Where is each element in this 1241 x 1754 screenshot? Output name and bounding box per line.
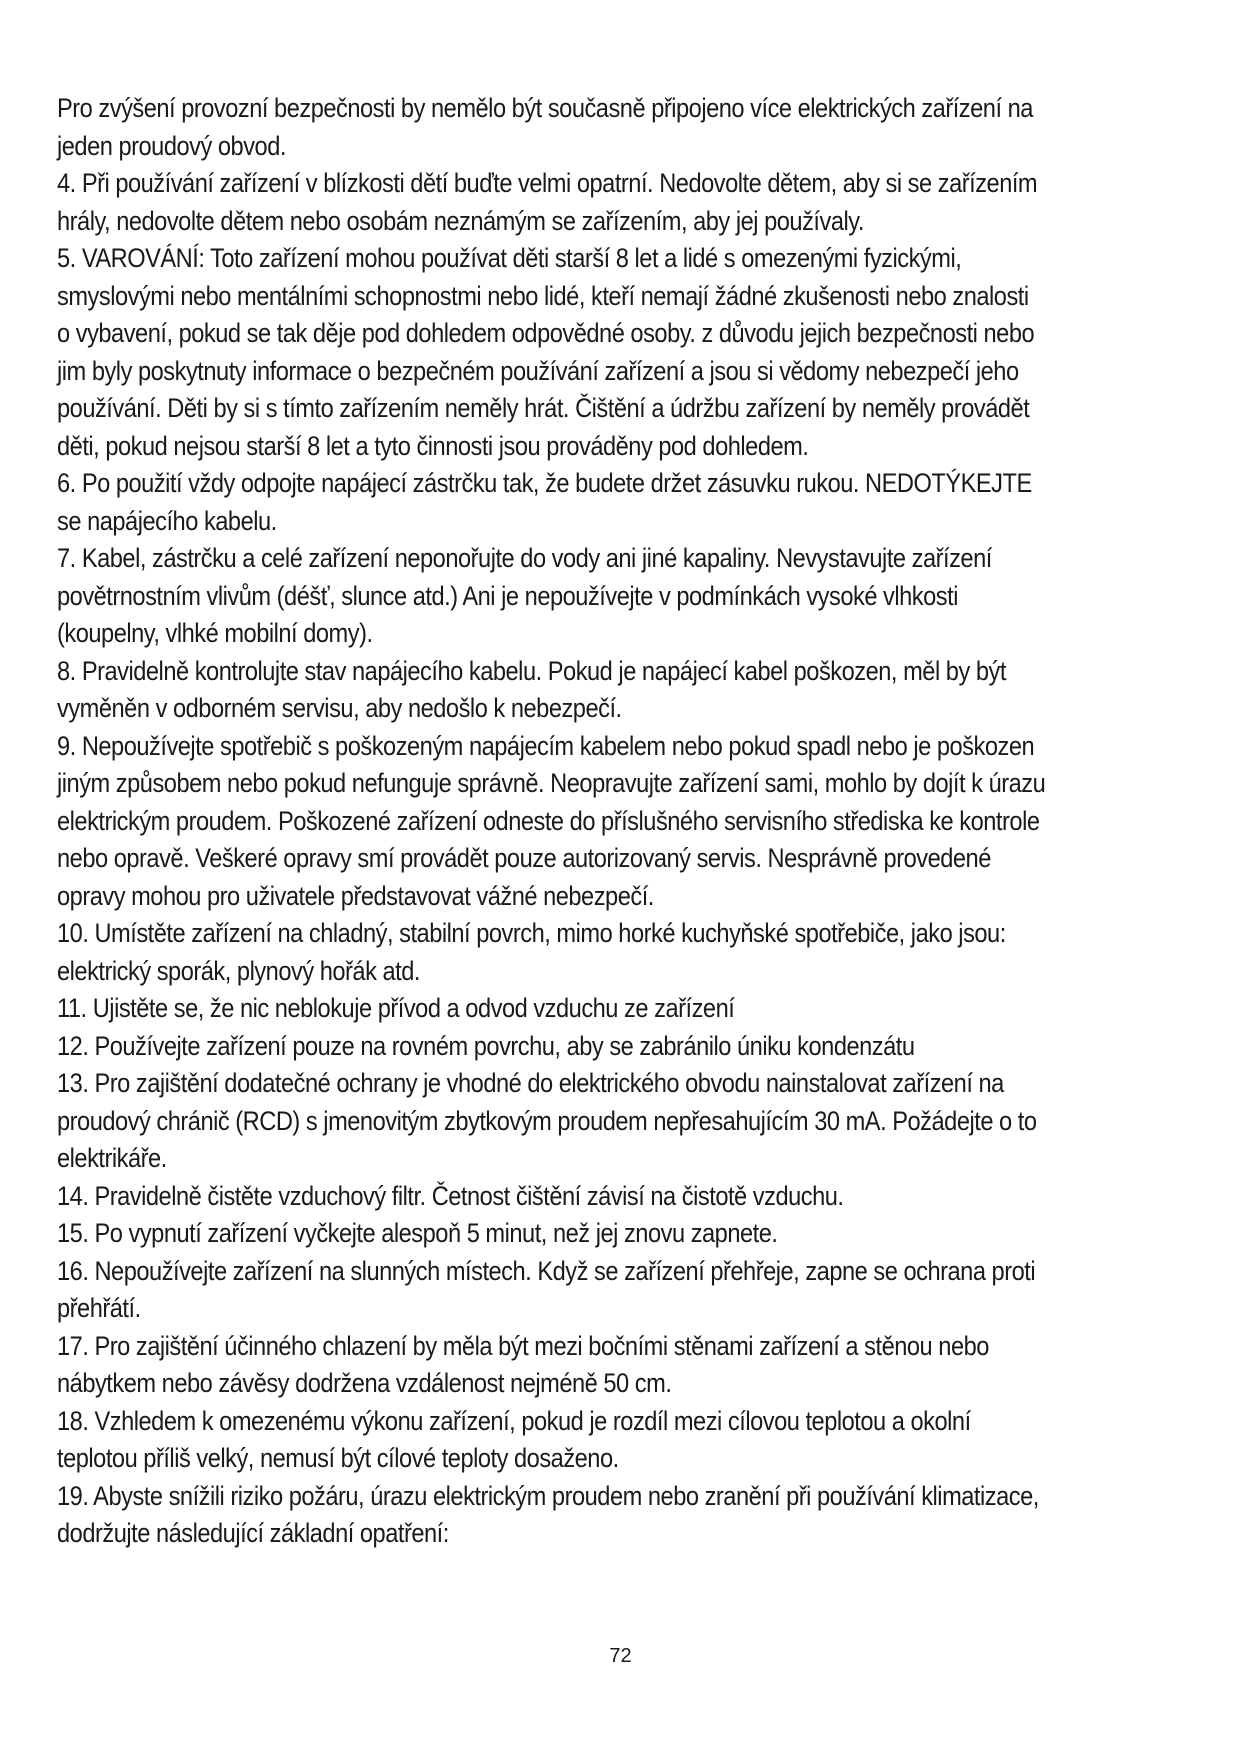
paragraph-item-15: 15. Po vypnutí zařízení vyčkejte alespoň 5 minut, než jej znovu zapnete. bbox=[57, 1218, 778, 1248]
paragraph-item-9: 9. Nepoužívejte spotřebič s poškozeným napájecím kabelem nebo pokud spadl nebo je poškozen jiným způsobem nebo pokud nefunguje správně. Neopravujte zařízení sami, mohlo by dojít k úrazu elektrickým proudem. Poškozené zařízení odneste do příslušného servisního střediska ke kontrole nebo opravě. Veškeré opravy smí provádět pouze autorizovaný servis. Nesprávně provedené opravy mohou pro uživatele představovat vážné nebezpečí. bbox=[57, 730, 1046, 911]
paragraph-item-12: 12. Používejte zařízení pouze na rovném povrchu, aby se zabránilo úniku kondenzátu bbox=[57, 1030, 915, 1061]
paragraph-item-8: 8. Pravidelně kontrolujte stav napájecího kabelu. Pokud je napájecí kabel poškozen, měl by být vyměněn v odborném servisu, aby nedošlo k nebezpečí. bbox=[57, 655, 1006, 723]
paragraph-item-6: 6. Po použití vždy odpojte napájecí zástrčku tak, že budete držet zásuvku rukou. NEDOTÝKEJTE se napájecího kabelu. bbox=[57, 468, 1032, 536]
paragraph-item-14: 14. Pravidelně čistěte vzduchový filtr. Četnost čištění závisí na čistotě vzduchu. bbox=[57, 1180, 844, 1211]
paragraph-item-19: 19. Abyste snížili riziko požáru, úrazu elektrickým proudem nebo zranění při používání klimatizace, dodržujte následující základní opatření: bbox=[57, 1480, 1039, 1548]
document-body bbox=[57, 90, 1046, 1553]
paragraph-item-10: 10. Umístěte zařízení na chladný, stabilní povrch, mimo horké kuchyňské spotřebiče, jako jsou: elektrický sporák, plynový hořák atd. bbox=[57, 918, 1006, 986]
page-number: 72 bbox=[609, 1645, 632, 1667]
paragraph-item-18: 18. Vzhledem k omezenému výkonu zařízení, pokud je rozdíl mezi cílovou teplotou a okolní teplotou příliš velký, nemusí být cílové teploty dosaženo. bbox=[57, 1405, 971, 1473]
paragraph-item-11: 11. Ujistěte se, že nic neblokuje přívod a odvod vzduchu ze zařízení bbox=[57, 993, 735, 1023]
paragraph-item-5: 5. VAROVÁNÍ: Toto zařízení mohou používat děti starší 8 let a lidé s omezenými fyzickými, smyslovými nebo mentálními schopnostmi nebo lidé, kteří nemají žádné zkušenosti nebo znalosti o vybavení, pokud se tak děje pod dohledem odpovědné osoby. z důvodu jejich bezpečnosti nebo jim byly poskytnuty informace o bezpečném používání zařízení a jsou si vědomy nebezpečí jeho používání. Děti by si s tímto zařízením neměly hrát. Čištění a údržbu zařízení by neměly provádět děti, pokud nejsou starší 8 let a tyto činnosti jsou prováděny pod dohledem. bbox=[57, 243, 1035, 461]
paragraph-item-16: 16. Nepoužívejte zařízení na slunných místech. Když se zařízení přehřeje, zapne se ochrana proti přehřátí. bbox=[57, 1255, 1036, 1323]
paragraph-item-17: 17. Pro zajištění účinného chlazení by měla být mezi bočními stěnami zařízení a stěnou nebo nábytkem nebo závěsy dodržena vzdálenost nejméně 50 cm. bbox=[57, 1330, 989, 1398]
paragraph-intro: Pro zvýšení provozní bezpečnosti by nemělo být současně připojeno více elektrických zařízení na jeden proudový obvod. bbox=[57, 93, 1033, 161]
paragraph-item-4: 4. Při používání zařízení v blízkosti dětí buďte velmi opatrní. Nedovolte dětem, aby si se zařízením hrály, nedovolte dětem nebo osobám neznámým se zařízením, aby jej používaly. bbox=[57, 168, 1038, 236]
paragraph-item-7: 7. Kabel, zástrčku a celé zařízení neponořujte do vody ani jiné kapaliny. Nevystavujte zařízení povětrnostním vlivům (déšť, slunce atd.) Ani je nepoužívejte v podmínkách vysoké vlhkosti (koupelny, vlhké mobilní domy). bbox=[57, 543, 992, 648]
paragraph-item-13: 13. Pro zajištění dodatečné ochrany je vhodné do elektrického obvodu nainstalovat zařízení na proudový chránič (RCD) s jmenovitým zbytkovým proudem nepřesahujícím 30 mA. Požádejte o to elektrikáře. bbox=[57, 1068, 1037, 1173]
